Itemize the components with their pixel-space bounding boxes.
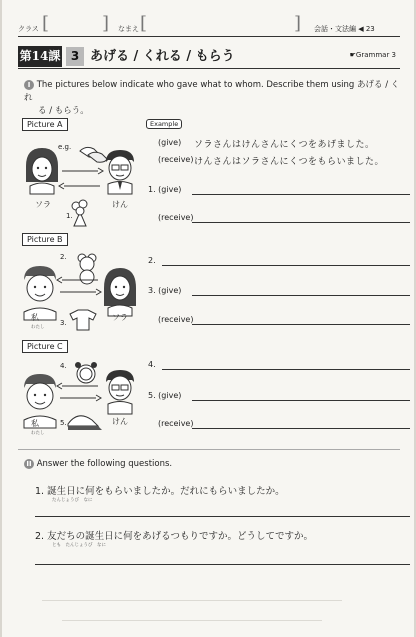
q1-give-label: 1. (give) [148, 185, 182, 194]
section2-instruction: II Answer the following questions. [24, 458, 172, 471]
picture-b-label: Picture B [22, 233, 68, 246]
q3-give-label: 3. (give) [148, 286, 182, 295]
section2-question-1-ruby: たんじょうび なに [52, 498, 93, 503]
me-name-label-c: 私 [31, 419, 39, 428]
ken-figure-icon [106, 150, 134, 194]
grammar-reference: ☛Grammar 3 [349, 51, 396, 59]
flowers-number: 1. [66, 212, 73, 220]
title-rule [18, 68, 400, 69]
cap-number: 5. [60, 419, 67, 427]
q3-give-answer-line[interactable] [192, 295, 410, 296]
class-label: クラス [18, 25, 39, 33]
flowers-icon [72, 200, 87, 226]
class-bracket-close: ] [102, 13, 110, 34]
section1-number-icon: I [24, 80, 34, 90]
bleed-through-line [62, 620, 322, 621]
section-divider [18, 449, 400, 450]
sora-name-label: ソラ [35, 200, 51, 209]
ken-figure-icon [106, 370, 134, 414]
t-shirt-icon [70, 310, 96, 330]
workbook-page [2, 0, 414, 637]
me-ruby-c: わたし [31, 431, 45, 436]
q1-receive-answer-line[interactable] [192, 222, 410, 223]
name-bracket-open: [ [140, 13, 148, 34]
picture-c-label: Picture C [22, 340, 68, 353]
class-bracket-open: [ [42, 13, 50, 34]
shoes-icon [80, 147, 107, 162]
shirt-number: 3. [60, 319, 67, 327]
cap-icon [68, 416, 102, 430]
q4-answer-line[interactable] [162, 369, 410, 370]
q2-answer-line[interactable] [162, 265, 410, 266]
lesson-badge: 第14課 [18, 46, 62, 67]
name-bracket-close: ] [294, 13, 302, 34]
man-figure-icon [24, 266, 56, 320]
me-ruby-b: わたし [31, 325, 45, 330]
page-title: あげる / くれる / もらう [90, 49, 235, 64]
q1-give-answer-line[interactable] [192, 194, 410, 195]
bleed-through-line [42, 600, 342, 601]
q1-receive-label: (receive) [158, 213, 194, 222]
page-section: 会話・文法編 ◀ 23 [314, 25, 375, 33]
ken-name-label: けん [112, 200, 128, 209]
example-receive-sentence: けんさんはソラさんにくつをもらいました。 [194, 157, 385, 167]
section2-question-2-ruby: とも たんじょうび なに [52, 543, 106, 548]
example-tag: Example [146, 119, 182, 129]
alarm-clock-icon [75, 362, 97, 383]
example-give-sentence: ソラさんはけんさんにくつをあげました。 [194, 140, 375, 150]
q5-receive-label: (receive) [158, 419, 194, 428]
lesson-number: 3 [66, 47, 84, 66]
section2-q2-answer-line[interactable] [35, 564, 410, 565]
picture-a-illustration [22, 138, 140, 230]
name-label: なまえ [118, 25, 139, 33]
q2-label: 2. [148, 256, 156, 265]
ken-name-label-c: けん [112, 417, 128, 426]
eg-label: e.g. [58, 143, 72, 151]
sora-figure-icon [26, 148, 58, 194]
picture-a-label: Picture A [22, 118, 68, 131]
q3-receive-answer-line[interactable] [192, 324, 410, 325]
q4-label: 4. [148, 360, 156, 369]
q3-receive-label: (receive) [158, 315, 194, 324]
woman-figure-icon [104, 268, 136, 316]
clock-number: 4. [60, 362, 67, 370]
section2-question-1: 1. 誕生日に何をもらいましたか。だれにもらいましたか。 [35, 486, 285, 497]
q5-give-answer-line[interactable] [192, 400, 410, 401]
q5-give-label: 5. (give) [148, 391, 182, 400]
section2-question-2: 2. 友だちの誕生日に何をあげるつもりですか。どうしてですか。 [35, 531, 313, 542]
me-name-label-b: 私 [31, 313, 39, 322]
q5-receive-answer-line[interactable] [192, 428, 410, 429]
man-figure-icon [24, 374, 56, 428]
example-give-tag: (give) [158, 138, 182, 147]
section2-number-icon: II [24, 459, 34, 469]
sora-name-label-b: ソラ [112, 313, 128, 322]
section1-instruction: I The pictures below indicate who gave what to whom. Describe them using あげる / くれ る / もらう。 [24, 80, 400, 116]
header-rule [18, 36, 400, 37]
lesson-title-bar [18, 46, 400, 67]
example-receive-tag: (receive) [158, 155, 194, 164]
pointing-hand-icon: ☛ [349, 51, 356, 59]
section2-q1-answer-line[interactable] [35, 516, 410, 517]
bear-number: 2. [60, 253, 67, 261]
